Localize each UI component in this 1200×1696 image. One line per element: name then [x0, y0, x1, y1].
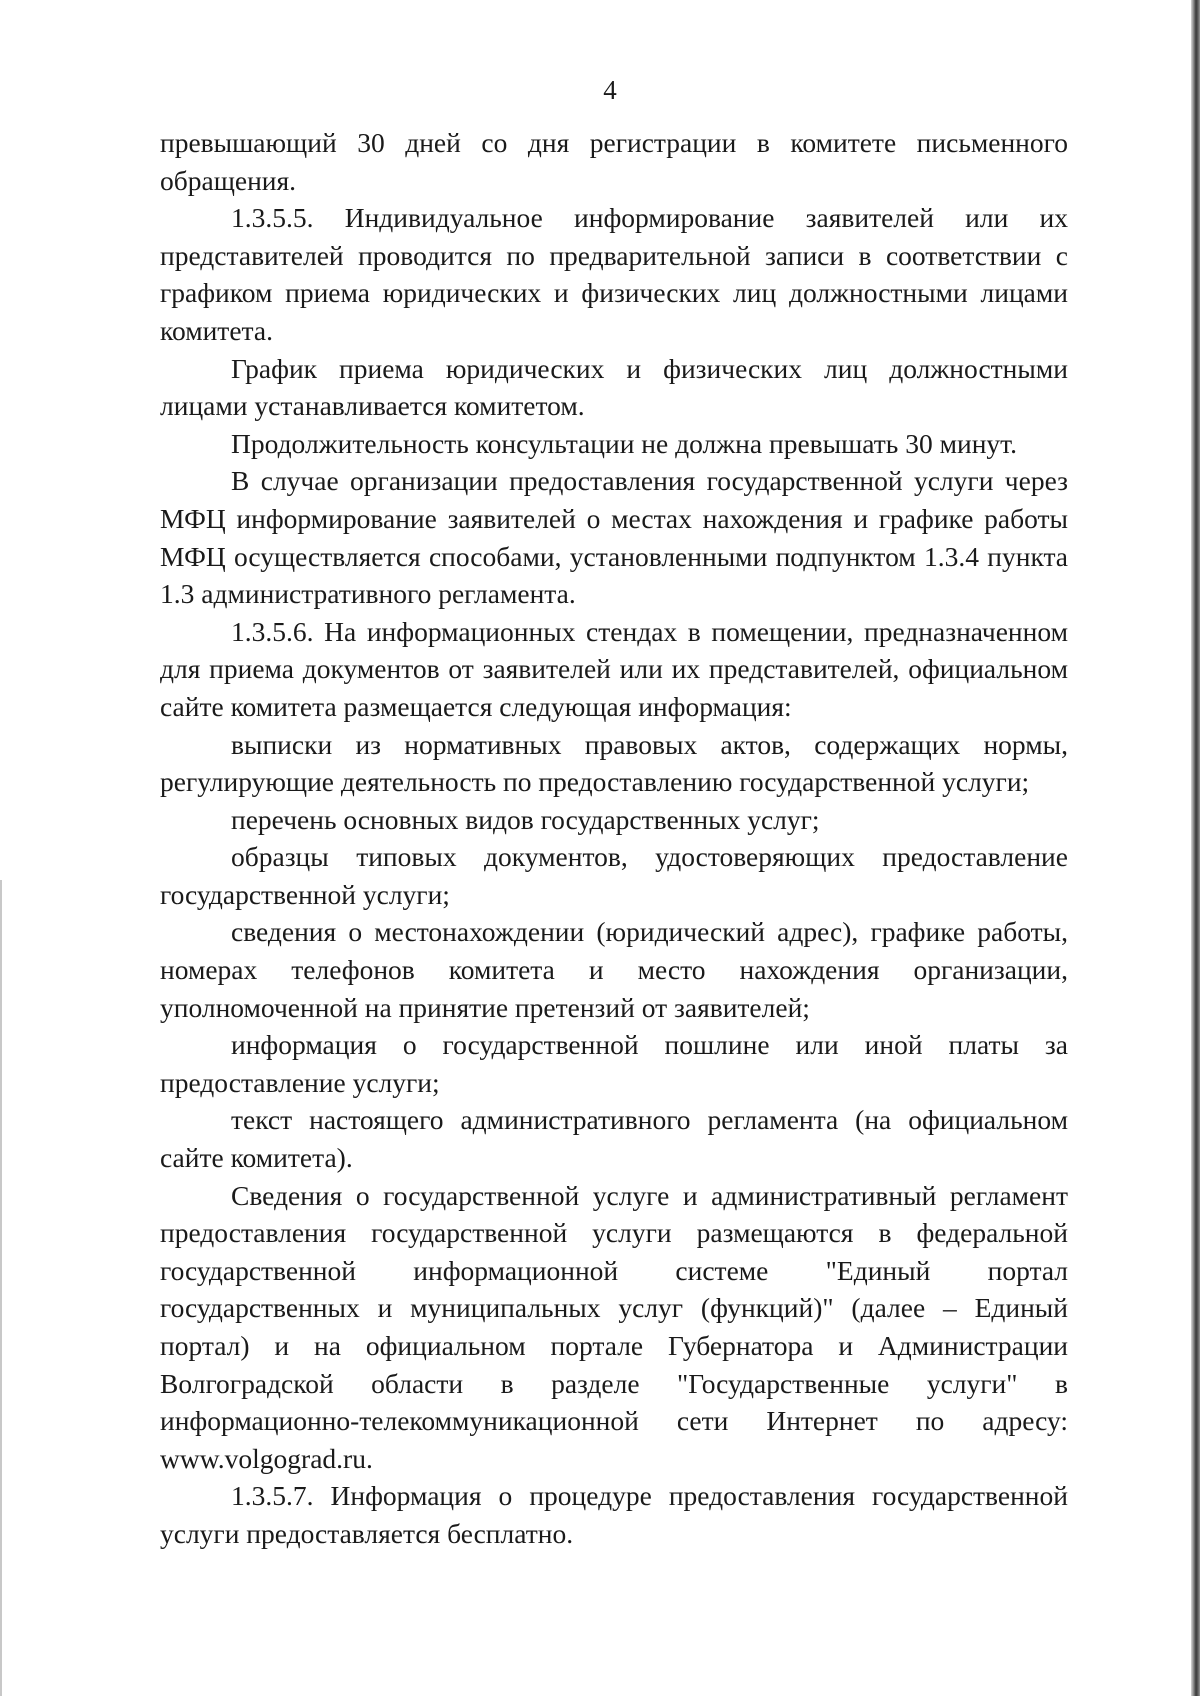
scan-left-edge	[0, 880, 2, 1696]
list-item-document-samples: образцы типовых документов, удостоверяющих предоставление государственной услуги;	[160, 841, 1068, 910]
scan-edge-shadow	[1191, 0, 1200, 1696]
paragraph-mfc: В случае организации предоставления государственной услуги через МФЦ информирование заявителей о местах нахождения и графике работы МФЦ осуществляется способами, установленными подпунктом 1.3.4 пункта 1.3 административного регламента.	[160, 465, 1068, 610]
paragraph-1-3-5-7: 1.3.5.7. Информация о процедуре предоставления государственной услуги предоставляется бесплатно.	[160, 1480, 1068, 1549]
document-body	[160, 124, 1068, 1553]
paragraph-1-3-5-5: 1.3.5.5. Индивидуальное информирование заявителей или их представителей проводится по предварительной записи в соответствии с графиком приема юридических и физических лиц должностными лицами комитета.	[160, 202, 1068, 346]
list-item-fee-info: информация о государственной пошлине или иной платы за предоставление услуги;	[160, 1029, 1068, 1098]
paragraph-1-3-5-6: 1.3.5.6. На информационных стендах в помещении, предназначенном для приема документов от заявителей или их представителей, официальном сайте комитета размещается следующая информация:	[160, 615, 1068, 722]
list-item-services-list: перечень основных видов государственных услуг;	[231, 803, 820, 835]
list-item-legal-extracts: выписки из нормативных правовых актов, содержащих нормы, регулирующие деятельность по предоставлению государственной услуги;	[160, 728, 1068, 798]
paragraph-consultation-duration: Продолжительность консультации не должна превышать 30 минут.	[231, 427, 1018, 459]
list-item-contact-info: сведения о местонахождении (юридический адрес), графике работы, номерах телефонов комитета и место нахождения организации, уполномоченной на принятие претензий от заявителей;	[160, 916, 1068, 1023]
paragraph-portal-info: Сведения о государственной услуге и административный регламент предоставления государственной услуги размещаются в федеральной государственной информационной системе "Единый портал государственных и муниципальных услуг (функций)" (далее – Единый портал) и на официальном портале Губернатора и Администрации Волгоградской области в разделе "Государственные услуги" в информационно-телекоммуникационной сети Интернет по адресу: www.volgograd.ru.	[160, 1179, 1068, 1474]
paragraph-continuation: превышающий 30 дней со дня регистрации в комитете письменного обращения.	[160, 127, 1068, 196]
paragraph-schedule: График приема юридических и физических лиц должностными лицами устанавливается комитетом.	[160, 352, 1068, 422]
page-number: 4	[603, 75, 617, 105]
list-item-regulation-text: текст настоящего административного регламента (на официальном сайте комитета).	[160, 1104, 1068, 1174]
